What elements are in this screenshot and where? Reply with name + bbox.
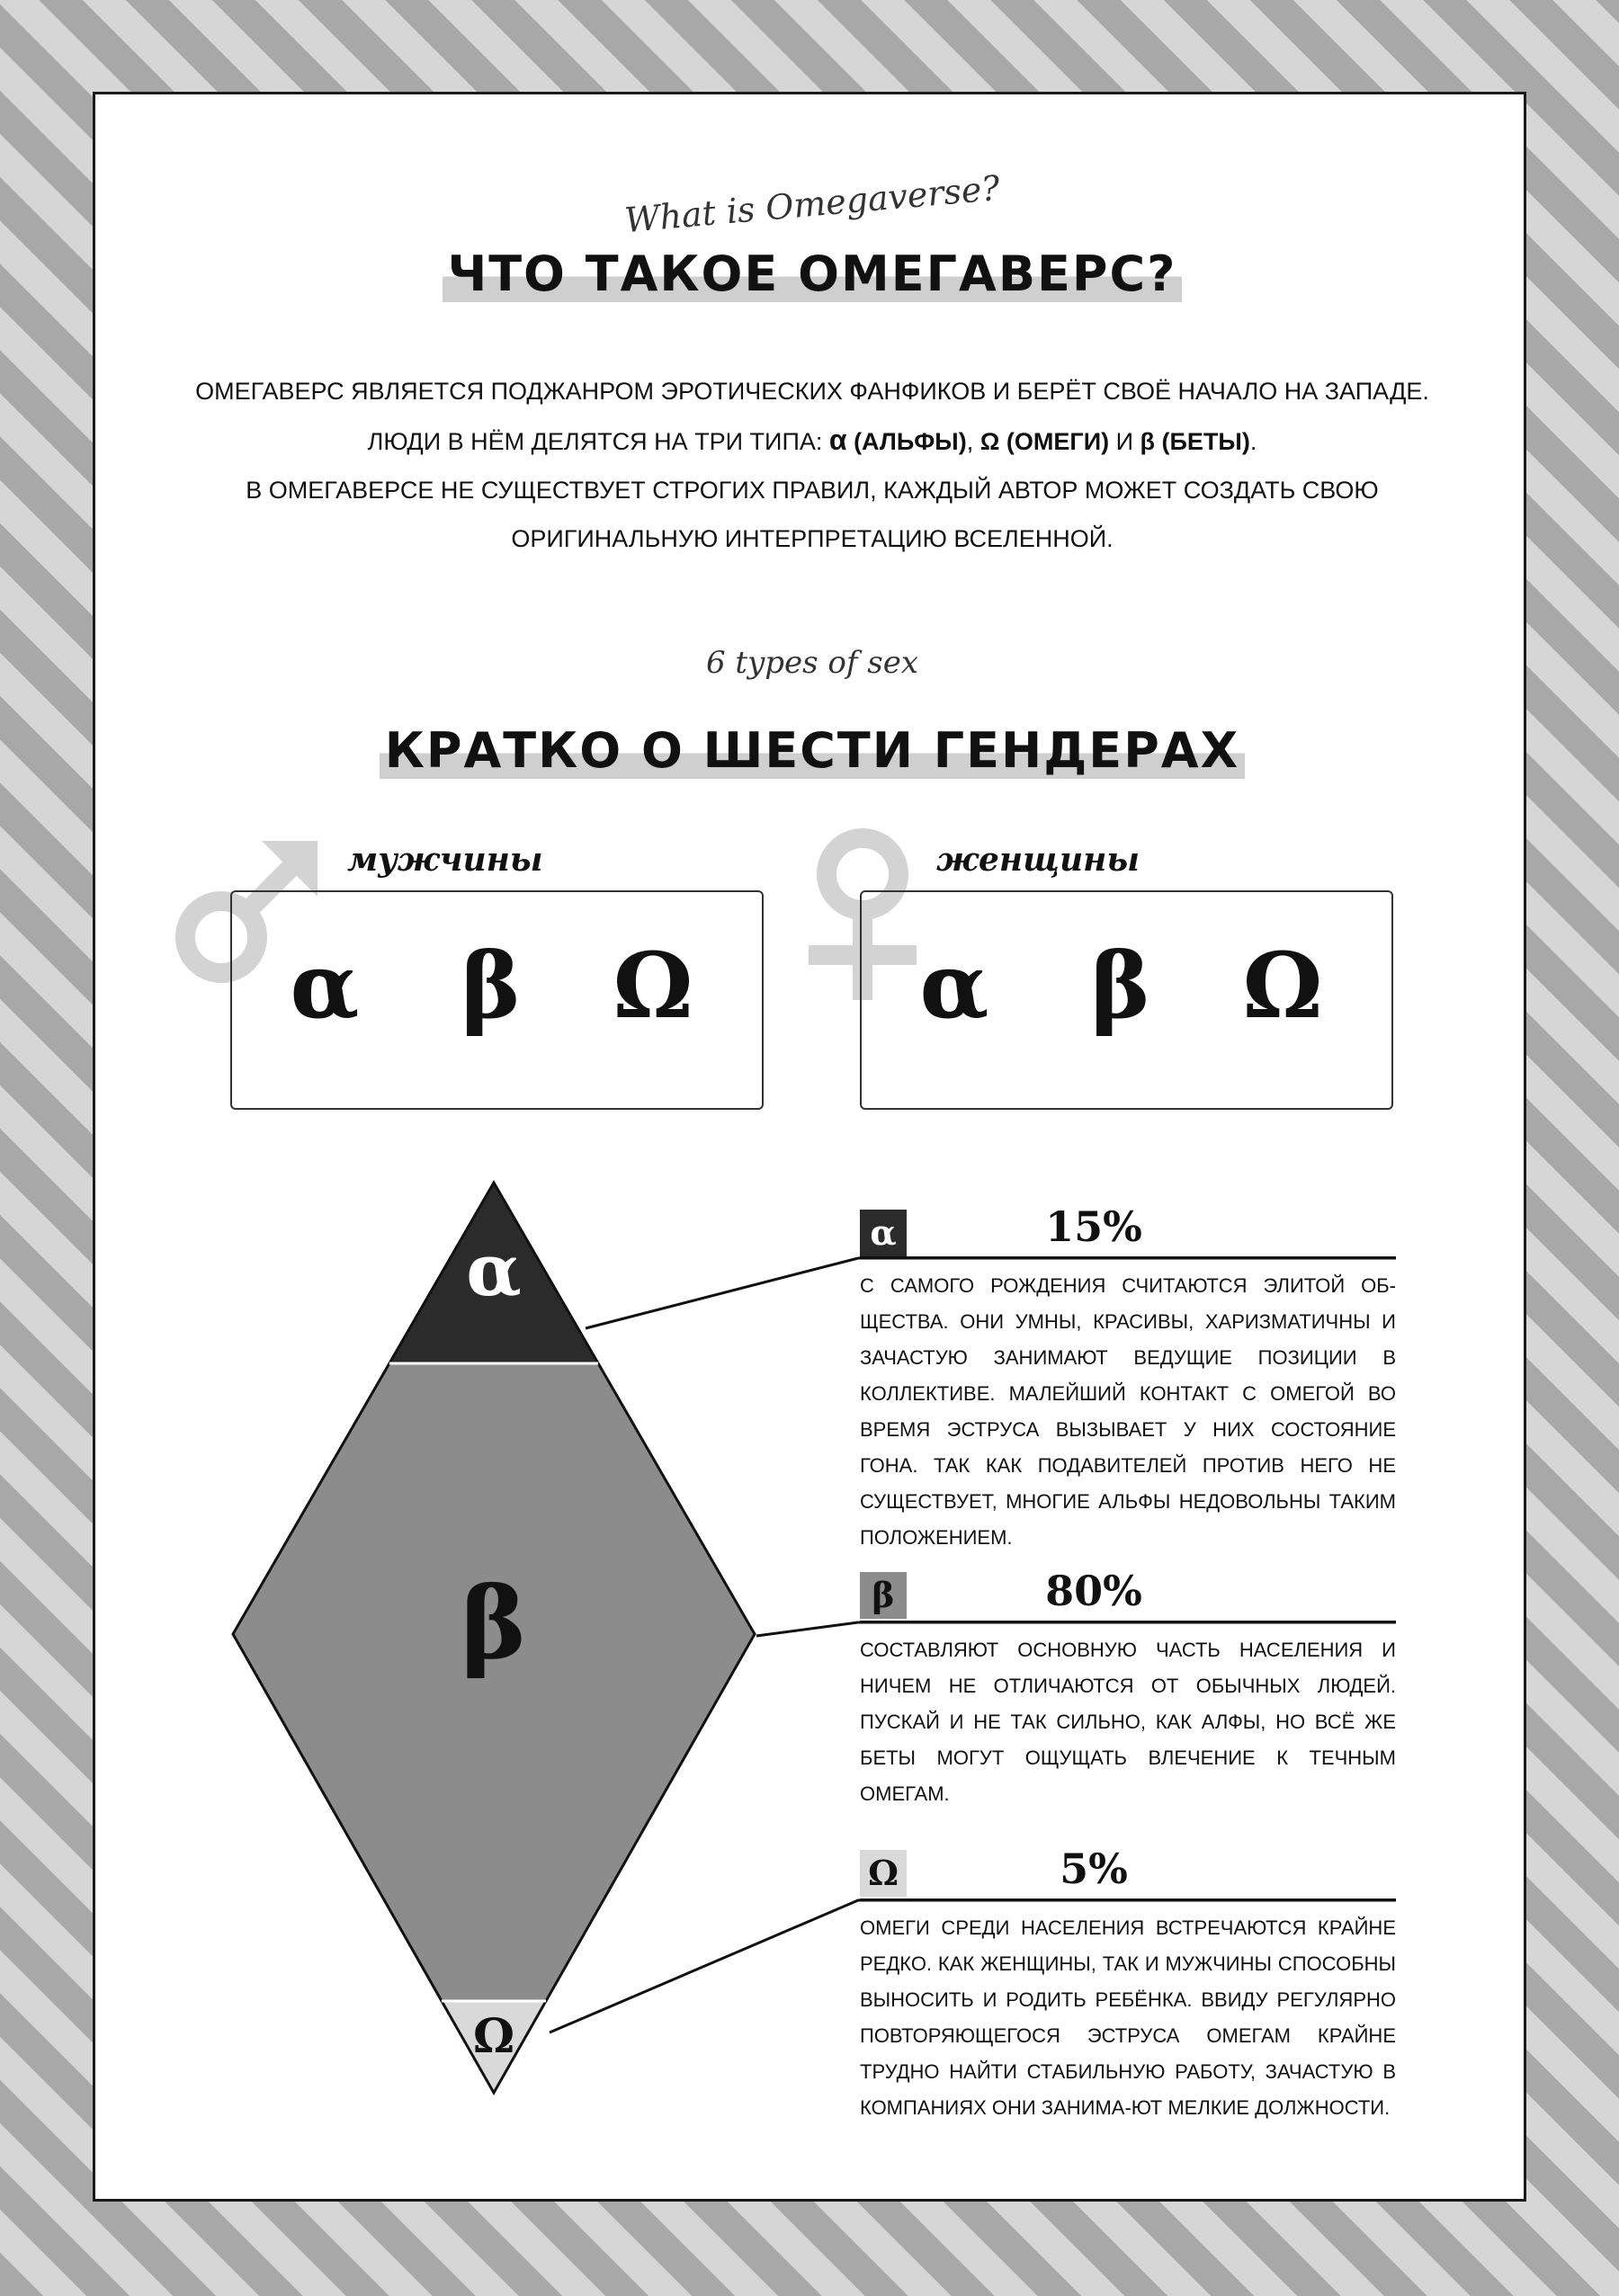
female-label: женщины	[936, 841, 1140, 879]
intro-line-2: ЛЮДИ В НЁМ ДЕЛЯТСЯ НА ТРИ ТИПА: α (АЛЬФЫ), Ω (ОМЕГИ) И β (БЕТЫ).	[367, 424, 1257, 456]
alpha-inline-label: (АЛЬФЫ)	[854, 428, 967, 455]
beta-percent: 80%	[1045, 1567, 1142, 1615]
beta-badge: β	[860, 1572, 907, 1619]
alpha-badge: α	[860, 1210, 907, 1256]
female-beta-symbol: β	[1090, 933, 1151, 1039]
population-diamond-chart	[95, 94, 1529, 2204]
beta-inline-symbol: β	[1140, 428, 1156, 455]
male-alpha-symbol: α	[290, 933, 360, 1039]
page-sheet	[93, 92, 1526, 2202]
section-title-text: КРАТКО О ШЕСТИ ГЕНДЕРАХ	[380, 722, 1245, 779]
beta-segment	[233, 1363, 755, 2001]
intro-line-4: ОРИГИНАЛЬНУЮ ИНТЕРПРЕТАЦИЮ ВСЕЛЕННОЙ.	[511, 525, 1114, 552]
omega-rule	[860, 1898, 1396, 1901]
intro-line-3: В ОМЕГАВЕРСЕ НЕ СУЩЕСТВУЕТ СТРОГИХ ПРАВИЛ, КАЖДЫЙ АВТОР МОЖЕТ СОЗДАТЬ СВОЮ	[246, 477, 1379, 504]
alpha-inline-symbol: α	[828, 424, 847, 456]
alpha-segment-label: α	[466, 1228, 522, 1312]
omega-inline-label: (ОМЕГИ)	[1006, 428, 1110, 455]
beta-inline-label: (БЕТЫ)	[1161, 428, 1250, 455]
alpha-percent: 15%	[1045, 1202, 1142, 1251]
script-title-omegaverse: What is Omegaverse?	[622, 167, 1002, 241]
intro-line-1: ОМЕГАВЕРС ЯВЛЯЕТСЯ ПОДЖАНРОМ ЭРОТИЧЕСКИХ ФАНФИКОВ И БЕРЁТ СВОЁ НАЧАЛО НА ЗАПАДЕ.	[195, 378, 1429, 405]
male-omega-symbol: Ω	[613, 933, 693, 1039]
beta-rule	[860, 1621, 1396, 1623]
female-omega-symbol: Ω	[1242, 933, 1323, 1039]
male-beta-symbol: β	[461, 933, 522, 1039]
female-alpha-symbol: α	[919, 933, 989, 1039]
omega-description: ОМЕГИ СРЕДИ НАСЕЛЕНИЯ ВСТРЕЧАЮТСЯ КРАЙНЕ РЕДКО. КАК ЖЕНЩИНЫ, ТАК И МУЖЧИНЫ СПОСОБНЫ ВЫНОСИТЬ И РОДИТЬ РЕБЁНКА. ВВИДУ РЕГУЛЯРНО ПОВТОРЯЮЩЕГОСЯ ЭСТРУСА ОМЕГАМ КРАЙНЕ ТРУДНО НАЙТИ СТАБИЛЬНУЮ РАБОТУ, ЗАЧАСТУЮ В КОМПАНИЯХ ОНИ ЗАНИМА-ЮТ МЕЛКИЕ ДОЛЖНОСТИ.	[860, 1916, 1396, 2119]
omega-segment-label: Ω	[472, 2009, 515, 2064]
male-label: мужчины	[347, 841, 543, 879]
beta-description: СОСТАВЛЯЮТ ОСНОВНУЮ ЧАСТЬ НАСЕЛЕНИЯ И НИЧЕМ НЕ ОТЛИЧАЮТСЯ ОТ ОБЫЧНЫХ ЛЮДЕЙ. ПУСКАЙ И НЕ ТАК СИЛЬНО, КАК АЛФЫ, НО ВСЁ ЖЕ БЕТЫ МОГУТ ОЩУЩАТЬ ВЛЕЧЕНИЕ К ТЕЧНЫМ ОМЕГАМ.	[860, 1639, 1396, 1805]
alpha-rule	[860, 1256, 1396, 1259]
omega-badge: Ω	[860, 1850, 907, 1897]
beta-segment-label: β	[461, 1565, 527, 1681]
omega-percent: 5%	[1060, 1845, 1128, 1893]
script-title-types: 6 types of sex	[705, 645, 919, 681]
omega-inline-symbol: Ω	[979, 428, 1000, 455]
page-title-text: ЧТО ТАКОЕ ОМЕГАВЕРС?	[443, 246, 1183, 302]
alpha-description: С САМОГО РОЖДЕНИЯ СЧИТАЮТСЯ ЭЛИТОЙ ОБ-ЩЕСТВА. ОНИ УМНЫ, КРАСИВЫ, ХАРИЗМАТИЧНЫ И ЗАЧАСТУЮ ЗАНИМАЮТ ВЕДУЩИЕ ПОЗИЦИИ В КОЛЛЕКТИВЕ. МАЛЕЙШИЙ КОНТАКТ С ОМЕГОЙ ВО ВРЕМЯ ЭСТРУСА ВЫЗЫВАЕТ У НИХ СОСТОЯНИЕ ГОНА. ТАК КАК ПОДАВИТЕЛЕЙ ПРОТИВ НЕГО НЕ СУЩЕСТВУЕТ, МНОГИЕ АЛЬФЫ НЕДОВОЛЬНЫ ТАКИМ ПОЛОЖЕНИЕМ.	[860, 1274, 1396, 1549]
